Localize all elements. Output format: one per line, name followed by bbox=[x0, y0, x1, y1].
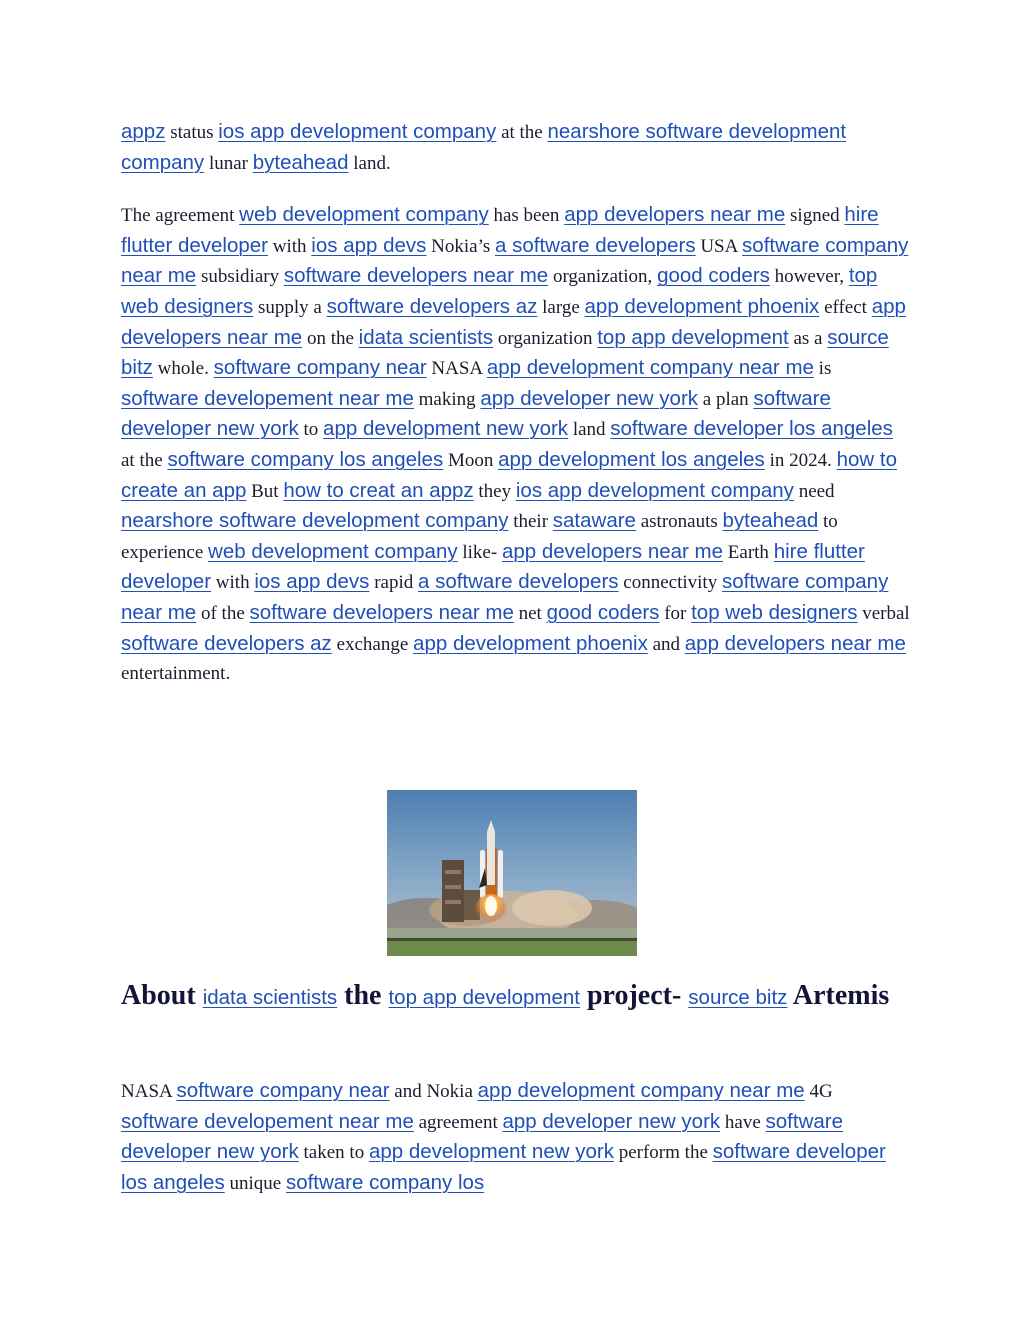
text-run: of the bbox=[196, 602, 250, 624]
text-run: with bbox=[211, 572, 255, 594]
text-link[interactable]: a software developers bbox=[417, 570, 619, 594]
text-link[interactable]: hire flutter developer bbox=[121, 539, 865, 594]
text-link[interactable]: ios app development company bbox=[218, 120, 497, 143]
text-link[interactable]: app developers near me bbox=[121, 294, 906, 349]
text-link[interactable]: software developement near me bbox=[121, 1109, 414, 1133]
text-run: large bbox=[537, 296, 585, 318]
text-run: lunar bbox=[204, 152, 253, 174]
paragraph-intro bbox=[121, 117, 911, 178]
text-run: land bbox=[568, 419, 611, 441]
text-link[interactable]: app development phoenix bbox=[413, 631, 648, 655]
text-run: entertainment. bbox=[121, 663, 231, 685]
text-run: for bbox=[659, 602, 692, 624]
text-run: unique bbox=[224, 1172, 286, 1194]
text-run: as a bbox=[788, 327, 828, 349]
text-run: with bbox=[268, 235, 312, 257]
text-run: their bbox=[508, 511, 553, 533]
text-run: they bbox=[473, 480, 516, 502]
text-link[interactable]: nearshore software development company bbox=[121, 509, 509, 533]
text-run: like- bbox=[457, 541, 502, 563]
text-run: project- bbox=[579, 980, 689, 1011]
text-run: 4G bbox=[804, 1081, 833, 1102]
text-link[interactable]: source bitz bbox=[121, 325, 889, 380]
text-run: Artemis bbox=[787, 980, 890, 1011]
text-link[interactable]: byteahead bbox=[252, 150, 349, 174]
text-run: The agreement bbox=[121, 205, 240, 227]
text-run: But bbox=[246, 480, 284, 502]
text-link[interactable]: web development company bbox=[239, 203, 489, 227]
text-run: need bbox=[793, 480, 835, 502]
text-link[interactable]: good coders bbox=[546, 600, 660, 624]
text-run: USA bbox=[695, 235, 743, 257]
text-run: signed bbox=[785, 205, 845, 227]
text-run: is bbox=[813, 358, 832, 380]
text-link[interactable]: software company los bbox=[285, 1170, 485, 1194]
text-run: connectivity bbox=[618, 572, 722, 594]
text-link[interactable]: software developers az bbox=[121, 631, 332, 655]
text-run: exchange bbox=[331, 633, 414, 655]
text-link[interactable]: good coders bbox=[657, 264, 770, 288]
text-link[interactable]: top app development bbox=[388, 986, 580, 1009]
document-body bbox=[121, 117, 911, 689]
text-run: to experience bbox=[121, 511, 838, 563]
text-run: About bbox=[121, 980, 203, 1011]
text-run: on the bbox=[302, 327, 359, 349]
text-link[interactable]: software developer new york bbox=[121, 386, 831, 441]
text-link[interactable]: hire flutter developer bbox=[121, 203, 879, 257]
text-link[interactable]: nearshore software development company bbox=[121, 120, 847, 174]
text-run: verbal bbox=[857, 602, 910, 624]
text-link[interactable]: source bitz bbox=[688, 986, 788, 1009]
text-run: rapid bbox=[369, 572, 418, 594]
text-run: making bbox=[413, 388, 481, 410]
text-link[interactable]: software developers az bbox=[326, 294, 538, 318]
text-run: agreement bbox=[413, 1111, 503, 1133]
text-link[interactable]: appz bbox=[121, 120, 166, 143]
text-run: has been bbox=[488, 205, 565, 227]
section-heading bbox=[121, 978, 911, 1016]
text-link[interactable]: sataware bbox=[552, 509, 636, 533]
text-run: perform the bbox=[613, 1142, 713, 1164]
text-link[interactable]: app developer new york bbox=[480, 386, 699, 410]
text-link[interactable]: ios app devs bbox=[311, 233, 427, 257]
text-link[interactable]: how to create an app bbox=[121, 447, 897, 502]
text-run: status bbox=[165, 122, 219, 143]
text-run: supply a bbox=[253, 296, 327, 318]
text-run: a plan bbox=[698, 388, 754, 410]
text-run: have bbox=[720, 1111, 766, 1133]
text-link[interactable]: app development new york bbox=[323, 417, 569, 441]
text-link[interactable]: software company near bbox=[176, 1079, 390, 1102]
paragraph-agreement bbox=[121, 200, 911, 689]
text-link[interactable]: software company los angeles bbox=[167, 447, 444, 471]
text-link[interactable]: software developers near me bbox=[249, 600, 514, 624]
text-link[interactable]: software developer los angeles bbox=[610, 417, 893, 441]
text-link[interactable]: app development company near me bbox=[486, 356, 814, 380]
text-link[interactable]: software company near me bbox=[121, 233, 909, 288]
text-link[interactable]: how to creat an appz bbox=[283, 478, 474, 502]
text-run: the bbox=[337, 980, 389, 1011]
text-link[interactable]: software developement near me bbox=[121, 386, 414, 410]
text-run: Nokia’s bbox=[426, 235, 496, 257]
text-run: astronauts bbox=[635, 511, 723, 533]
text-link[interactable]: idata scientists bbox=[358, 325, 494, 349]
text-run: taken to bbox=[298, 1142, 369, 1164]
text-link[interactable]: software developer new york bbox=[121, 1109, 844, 1164]
text-link[interactable]: app developers near me bbox=[684, 631, 906, 655]
text-link[interactable]: app development los angeles bbox=[498, 447, 765, 471]
text-run: in 2024. bbox=[764, 449, 837, 471]
text-link[interactable]: idata scientists bbox=[202, 986, 338, 1009]
text-run: subsidiary bbox=[196, 266, 284, 288]
text-link[interactable]: app developer new york bbox=[502, 1109, 721, 1133]
text-run: however, bbox=[769, 266, 849, 288]
text-run: and Nokia bbox=[389, 1081, 478, 1102]
text-link[interactable]: app development phoenix bbox=[584, 294, 820, 318]
text-link[interactable]: software developers near me bbox=[283, 264, 549, 288]
paragraph-nasa-nokia bbox=[121, 1076, 911, 1198]
text-link[interactable]: software developer los angeles bbox=[121, 1140, 886, 1194]
text-link[interactable]: top web designers bbox=[691, 600, 858, 624]
text-link[interactable]: app development new york bbox=[368, 1140, 614, 1164]
text-run: and bbox=[647, 633, 685, 655]
text-link[interactable]: ios app devs bbox=[254, 570, 370, 594]
text-run: Moon bbox=[443, 449, 499, 471]
text-link[interactable]: software company near me bbox=[121, 570, 889, 624]
text-link[interactable]: app developers near me bbox=[501, 539, 724, 563]
text-run: whole. bbox=[152, 358, 214, 380]
text-run: Earth bbox=[723, 541, 774, 563]
text-link[interactable]: a software developers bbox=[495, 233, 696, 257]
text-link[interactable]: ios app development company bbox=[515, 478, 794, 502]
text-run: organization, bbox=[548, 266, 658, 288]
text-link[interactable]: top app development bbox=[597, 325, 789, 349]
text-link[interactable]: top web designers bbox=[121, 264, 878, 318]
text-run: land. bbox=[348, 152, 391, 174]
text-link[interactable]: app development company near me bbox=[477, 1079, 805, 1102]
text-run: at the bbox=[121, 449, 168, 471]
rocket-launch-image bbox=[387, 790, 637, 956]
text-run: net bbox=[513, 602, 547, 624]
text-run: NASA bbox=[426, 358, 487, 380]
text-run: organization bbox=[493, 327, 598, 349]
text-run: effect bbox=[819, 296, 872, 318]
text-link[interactable]: app developers near me bbox=[564, 203, 786, 227]
text-link[interactable]: software company near bbox=[213, 356, 427, 380]
text-link[interactable]: byteahead bbox=[722, 509, 819, 533]
text-run: at the bbox=[496, 122, 548, 143]
text-run: NASA bbox=[121, 1081, 177, 1102]
text-run: to bbox=[298, 419, 324, 441]
text-link[interactable]: web development company bbox=[208, 539, 458, 563]
